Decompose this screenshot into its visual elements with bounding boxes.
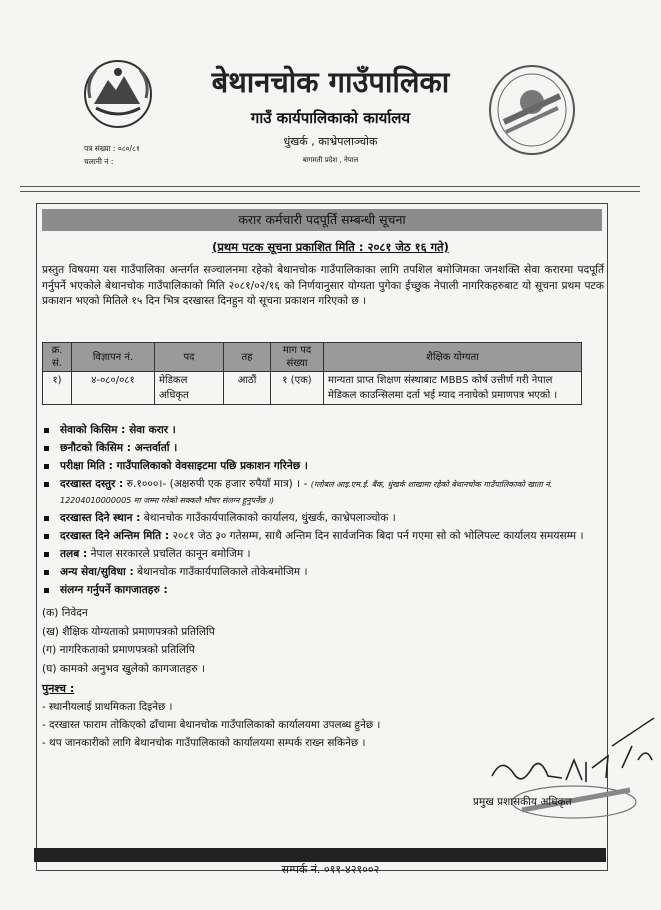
letter-number: पत्र संख्या : ०८०/८१ — [84, 144, 140, 153]
signature-icon — [482, 716, 657, 826]
office-address: धुंखर्क , काभ्रेपलाञ्चोक — [283, 135, 378, 148]
header-divider — [20, 186, 640, 187]
column-header: पद — [155, 343, 224, 372]
list-item: सेवाको किसिम : सेवा करार । — [42, 423, 612, 439]
bullet-icon — [44, 428, 49, 433]
bullet-icon — [44, 534, 49, 539]
list-item: (घ) कामको अनुभव खुलेको कागजातहरु । — [42, 662, 205, 675]
list-item: - थप जानकारीको लागि बेथानचोक गाउँपालिकाको कार्यालयमा सम्पर्क राख्न सकिनेछ । — [42, 737, 366, 749]
list-item: संलग्न गर्नुपर्ने कागजातहरु : — [42, 583, 612, 599]
publication-date: (प्रथम पटक सूचना प्रकाशित मिति : २०८१ जेठ १६ गते) — [212, 240, 449, 254]
bullet-icon — [44, 446, 49, 451]
list-item: तलब : नेपाल सरकारले प्रचलित कानून बमोजिम । — [42, 547, 612, 563]
list-item: (क) निवेदन — [42, 607, 88, 619]
table-cell: आठौं — [224, 372, 271, 405]
reference-block — [84, 142, 140, 168]
list-item: (ग) नागरिकताको प्रमाणपत्रको प्रतिलिपि — [42, 644, 195, 656]
header-divider-second — [20, 191, 640, 192]
vacancy-table — [42, 342, 582, 405]
office-seal-icon — [486, 62, 578, 158]
bank-note: (ग्लोबल आइ.एम.ई. बैंक, धुंखर्क शाखामा रहेको बेथानचोक गाउँपालिकाको खाता नं. 12204010000005 मा जम्मा गरेको सक्कलै भौचर संलग्न हुनुपर्नेछ ।) — [60, 480, 553, 505]
notice-banner: करार कर्मचारी पदपूर्ति सम्बन्धी सूचना — [42, 209, 602, 231]
list-item: परीक्षा मिति : गाउँपालिकाको वेवसाइटमा पछि प्रकाशन गरिनेछ । — [42, 459, 612, 475]
column-header: शैक्षिक योग्यता — [324, 343, 582, 372]
column-header: तह — [224, 343, 271, 372]
signatory-title: प्रमुख प्रशासकीय अधिकृत — [473, 796, 572, 808]
table-cell: मेडिकल अधिकृत — [155, 372, 224, 405]
bullet-icon — [44, 516, 49, 521]
page-title: बेथानचोक गाउँपालिका — [211, 65, 450, 99]
dispatch-number: चलानी नं : — [84, 157, 114, 166]
table-row — [43, 372, 582, 405]
intro-paragraph: प्रस्तुत विषयमा यस गाउँपालिका अन्तर्गत सञ्चालनमा रहेको बेथानचोक गाउँपालिकाका लागि तपशिल बमोजिमका जनशक्ति सेवा करारमा पदपूर्ति गर्नुपर्ने भएकोले बेथानचोक गाउँपालिकाको मिति २०८१/०२/१६ को निर्णयानुसार योग्यता पुगेका ईच्छुक नेपाली नागरिकहरुबाट यो सूचना प्रथम पटक प्रकाशन भएको मितिले १५ दिन भित्र दरखास्त दिनहुन यो सूचना प्रकाशन गरिएको छ । — [42, 264, 604, 308]
bullet-icon — [44, 552, 49, 557]
table-cell: १) — [43, 372, 72, 405]
column-header: माग पद संख्या — [271, 343, 324, 372]
list-item: अन्य सेवा/सुविधा : बेथानचोक गाउँकार्यपालिकाले तोकेबमोजिम । — [42, 565, 612, 581]
bullet-icon — [44, 588, 49, 593]
table-cell: ४-०८०/०८१ — [72, 372, 155, 405]
list-item: दरखास्त दिने स्थान : बेथानचोक गाउँकार्यपालिकाको कार्यालय, धुंखर्क, काभ्रेपलाञ्चोक । — [42, 511, 612, 527]
documents-list — [42, 606, 215, 680]
list-item: दरखास्त दिने अन्तिम मिति : २०८१ जेठ ३० गतेसम्म, साथै अन्तिम दिन सार्वजनिक बिदा पर्न गएमा सो को भोलिपल्ट कार्यालय समयसम्म । — [42, 529, 612, 545]
table-header-row — [43, 343, 582, 372]
postscript-title: पुनश्च : — [42, 682, 75, 695]
details-list — [42, 423, 612, 601]
contact-number: सम्पर्क नं. ०११-४२१००२ — [281, 863, 380, 876]
list-item: - स्थानीयलाई प्राथमिकता दिइनेछ । — [42, 701, 173, 713]
bullet-icon — [44, 464, 49, 469]
office-subtitle: गाउँ कार्यपालिकाको कार्यालय — [250, 109, 411, 127]
table-cell: १ (एक) — [271, 372, 324, 405]
list-item: छनौटको किसिम : अन्तर्वार्ता । — [42, 441, 612, 457]
office-province: बागमती प्रदेश , नेपाल — [302, 156, 359, 164]
list-item: दरखास्त दस्तुर : रु.१०००।- (अक्षरुपी एक हजार रुपैयाँ मात्र) । - (ग्लोबल आइ.एम.ई. बैंक, धुंखर्क शाखामा रहेको बेथानचोक गाउँपालिकाको खाता नं. 12204010000005 मा जम्मा गरेको सक्कलै भौचर संलग्न हुनुपर्नेछ ।) — [42, 477, 612, 508]
postscript-list — [42, 700, 380, 754]
column-header: क्र. सं. — [43, 343, 72, 372]
bullet-icon — [44, 570, 49, 575]
footer-bar — [34, 848, 606, 862]
list-item: (ख) शैक्षिक योग्यताको प्रमाणपत्रको प्रतिलिपि — [42, 625, 215, 638]
table-cell: मान्यता प्राप्त शिक्षण संस्थाबाट MBBS कोर्ष उत्तीर्ण गरी नेपाल मेडिकल काउन्सिलमा दर्ता भई म्याद ननाघेको प्रमाणपत्र भएको । — [324, 372, 582, 405]
bullet-icon — [44, 482, 49, 487]
list-item: - दरखास्त फाराम तोकिएको ढाँचामा बेथानचोक गाउँपालिकाको कार्यालयमा उपलब्ध हुनेछ । — [42, 719, 381, 731]
column-header: विज्ञापन नं. — [72, 343, 155, 372]
